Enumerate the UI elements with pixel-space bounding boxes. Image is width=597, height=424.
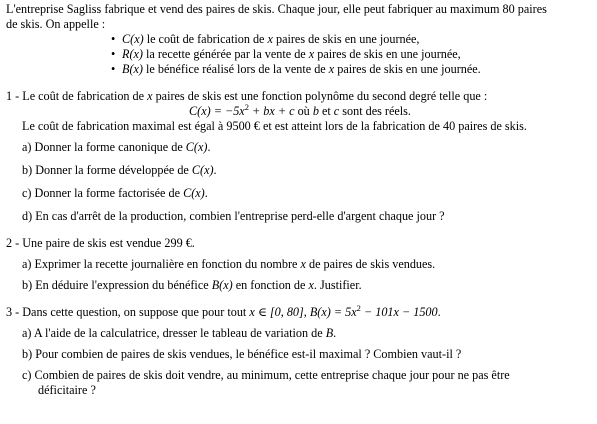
question-1b: b) Donner la forme développée de C(x). — [22, 163, 217, 177]
bullet-icon: • — [111, 47, 116, 61]
exercise-document — [6, 2, 594, 398]
question-2b: b) En déduire l'expression du bénéfice B(x) en fonction de x. Justifier. — [22, 278, 362, 292]
definition-text: paires de skis en une journée, — [272, 32, 420, 46]
cost-formula: $C(x) = -5x^2$ + bx + c où b et c sont des réels. — [189, 101, 411, 118]
question-3b: b) Pour combien de paires de skis vendues, le bénéfice est-il maximal ? Combien vaut-il ? — [22, 347, 462, 361]
bullet-icon: • — [111, 62, 116, 76]
intro-line-1: L'entreprise Sagliss fabrique et vend des paires de skis. Chaque jour, elle peut fabriquer au maximum 80 paires — [6, 2, 547, 16]
question-1a: a) Donner la forme canonique de C(x). — [22, 140, 211, 154]
definition-item-cost — [111, 32, 594, 47]
definition-var: x — [308, 47, 315, 61]
question-1d: d) En cas d'arrêt de la production, combien l'entreprise perd-elle d'argent chaque jour ? — [22, 209, 445, 223]
definition-item-revenue — [111, 47, 594, 62]
intro-line-2: de skis. On appelle : — [6, 17, 106, 31]
definition-item-profit — [111, 62, 594, 77]
definitions-list — [111, 32, 594, 77]
question-3-heading: 3 - Dans cette question, on suppose que pour tout x ∈ [0, 80], $B(x) = 5x^2 - 101x - 1500$. — [6, 302, 441, 319]
question-3a: a) A l'aide de la calculatrice, dresser le tableau de variation de B. — [22, 326, 337, 340]
definition-text: le coût de fabrication de — [143, 32, 268, 46]
definition-text: le bénéfice réalisé lors de la vente de — [142, 62, 329, 76]
question-3c-line-1: c) Combien de paires de skis doit vendre, au minimum, cette entreprise chaque jour pour ne pas être — [22, 368, 510, 382]
question-2a: a) Exprimer la recette journalière en fonction du nombre x de paires de skis vendues. — [22, 257, 436, 271]
cost-info: Le coût de fabrication maximal est égal à 9500 € et est atteint lors de la fabrication de 40 paires de skis. — [22, 119, 527, 133]
question-2-heading: 2 - Une paire de skis est vendue 299 €. — [6, 236, 195, 250]
definition-symbol: B(x) — [122, 62, 143, 76]
question-1c: c) Donner la forme factorisée de C(x). — [22, 186, 208, 200]
bullet-icon: • — [111, 32, 116, 46]
definition-text: paires de skis en une journée, — [314, 47, 461, 61]
question-3c-line-2: déficitaire ? — [38, 383, 96, 397]
definition-text: paires de skis en une journée. — [334, 62, 481, 76]
definition-symbol: R(x) — [122, 47, 143, 61]
definition-symbol: C(x) — [122, 32, 144, 46]
definition-var: x — [267, 32, 273, 46]
definition-var: x — [328, 62, 335, 76]
definition-text: la recette générée par la vente de — [142, 47, 309, 61]
question-1-heading: 1 - Le coût de fabrication de x paires de skis est une fonction polynôme du second degré telle que : — [6, 89, 488, 103]
